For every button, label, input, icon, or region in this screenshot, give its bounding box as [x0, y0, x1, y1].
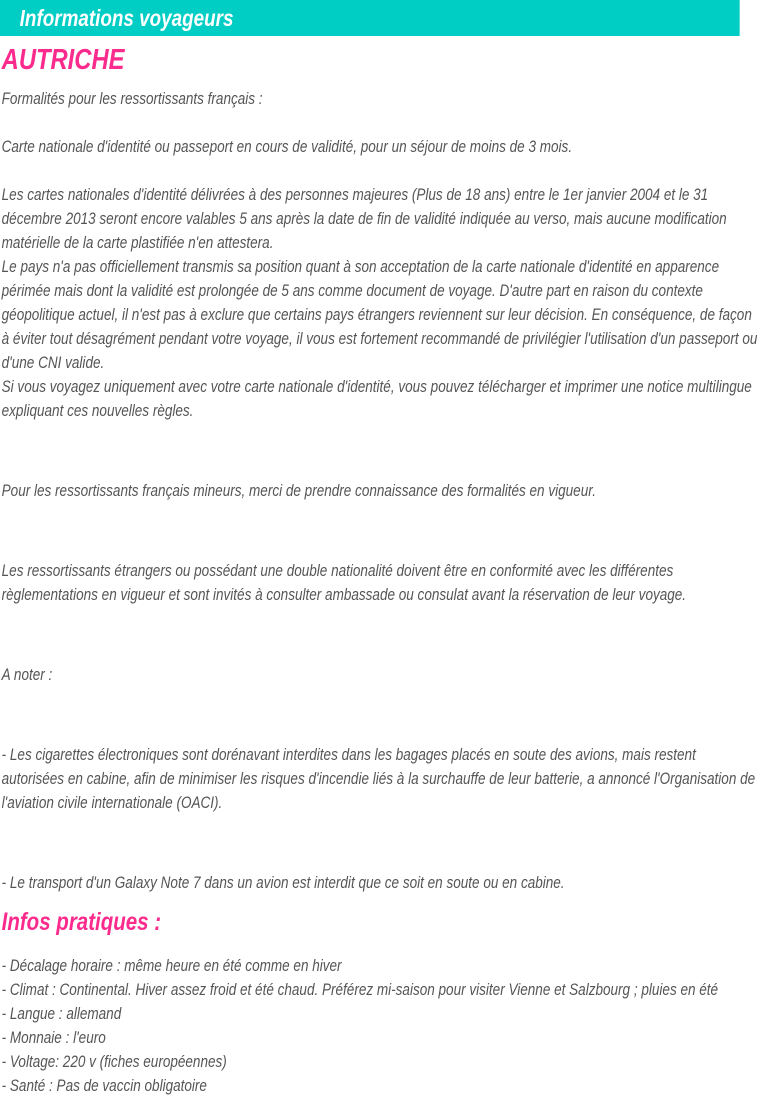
paragraph-note-label: A noter :: [1, 666, 53, 684]
list-item-monnaie: - Monnaie : l'euro: [1, 1029, 106, 1047]
header-bar: [0, 0, 740, 36]
infos-pratiques-list: [2, 954, 758, 1098]
list-item-sante: - Santé : Pas de vaccin obligatoire: [1, 1077, 207, 1095]
list-item-decalage-horaire: - Décalage horaire : même heure en été comme en hiver: [1, 957, 342, 975]
header-title: Informations voyageurs: [19, 5, 234, 31]
list-item-voltage: - Voltage: 220 v (fiches européennes): [1, 1053, 227, 1071]
paragraph-galaxy-note7: - Le transport d'un Galaxy Note 7 dans un avion est interdit que ce soit en soute ou en cabine.: [1, 874, 565, 892]
infos-pratiques-title: Infos pratiques :: [1, 908, 162, 936]
content-area: [0, 44, 758, 1098]
list-item-climat: - Climat : Continental. Hiver assez froid et été chaud. Préférez mi-saison pour visiter Vienne et Salzbourg ; pluies en été: [1, 981, 719, 999]
country-title: AUTRICHE: [1, 44, 125, 76]
paragraph-minors: Pour les ressortissants français mineurs, merci de prendre connaissance des formalités en vigueur.: [1, 482, 596, 500]
paragraph-foreign-nationals: Les ressortissants étrangers ou possédant une double nationalité doivent être en conformité avec les différentes règlementations en vigueur et sont invités à consulter ambassade ou consulat avant la réservation de leur voyage.: [1, 562, 687, 604]
list-item-langue: - Langue : allemand: [1, 1005, 122, 1023]
paragraph-formalites-label: Formalités pour les ressortissants français :: [1, 90, 263, 108]
paragraph-country-position: Le pays n'a pas officiellement transmis sa position quant à son acceptation de la carte nationale d'identité en apparence périmée mais dont la validité est prolongée de 5 ans comme document de voyage. D'autre part en raison du contexte géopolitique actuel, il n'est pas à exclure que certains pays étrangers reviennent sur leur décision. En conséquence, de façon à éviter tout désagrément pendant votre voyage, il vous est fortement recommandé de privilégier l'utilisation d'un passeport ou d'une CNI valide.: [1, 258, 758, 372]
paragraph-multilingual-notice: Si vous voyagez uniquement avec votre carte nationale d'identité, vous pouvez télécharger et imprimer une notice multilingue expliquant ces nouvelles règles.: [1, 378, 752, 420]
paragraph-ecigarettes: - Les cigarettes électroniques sont dorénavant interdites dans les bagages placés en soute des avions, mais restent autorisées en cabine, afin de minimiser les risques d'incendie liés à la surchauffe de leur batterie, a annoncé l'Organisation de l'aviation civile internationale (OACI).: [1, 746, 756, 812]
paragraph-identity-validity: Carte nationale d'identité ou passeport en cours de validité, pour un séjour de moins de 3 mois.: [1, 138, 573, 156]
paragraph-card-extension: Les cartes nationales d'identité délivrées à des personnes majeures (Plus de 18 ans) entre le 1er janvier 2004 et le 31 décembre 2013 seront encore valables 5 ans après la date de fin de validité indiquée au verso, mais aucune modification matérielle de la carte plastifiée n'en attestera.: [1, 186, 727, 252]
